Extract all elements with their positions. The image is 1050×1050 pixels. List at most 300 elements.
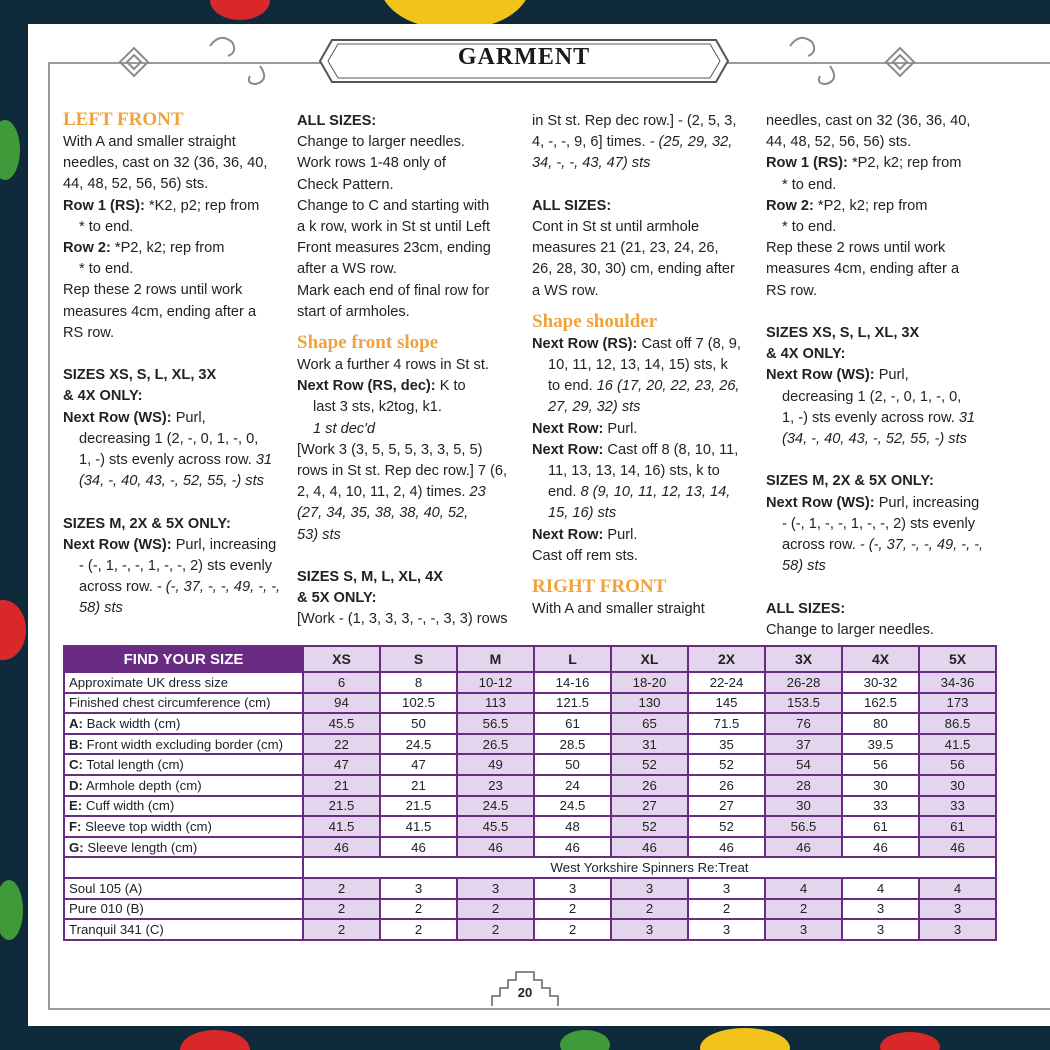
- yarn-quantity-cell: 2: [688, 899, 765, 920]
- stitch-count: 58) sts: [79, 600, 123, 617]
- measurement-cell: 22: [303, 734, 380, 755]
- text-column-2: [297, 111, 523, 631]
- measurement-cell: 145: [688, 693, 765, 714]
- measurement-cell: 46: [611, 837, 688, 858]
- text-line: * to end.: [782, 176, 837, 193]
- measurement-label: [64, 775, 303, 796]
- size-table-row: [64, 816, 996, 837]
- row-label: Next Row:: [532, 420, 604, 437]
- measurement-cell: 113: [457, 693, 534, 714]
- yarn-row: [64, 899, 996, 920]
- row-text: Cast off 7 (8, 9,: [637, 335, 741, 352]
- yarn-quantity-cell: 3: [534, 878, 611, 899]
- measurement-cell: 162.5: [842, 693, 919, 714]
- yarn-label: Soul 105 (A): [64, 878, 303, 899]
- yarn-quantity-cell: 3: [919, 899, 996, 920]
- measurement-cell: 46: [303, 837, 380, 858]
- text-line: decreasing 1 (2, -, 0, 1, -, 0,: [79, 430, 259, 447]
- row-text: K to: [435, 378, 466, 395]
- measurement-cell: 61: [919, 816, 996, 837]
- row-text: Purl,: [171, 409, 206, 426]
- measurement-cell: 23: [457, 775, 534, 796]
- measurement-cell: 52: [688, 816, 765, 837]
- row-text: Purl, increasing: [171, 536, 277, 553]
- text-span: across row.: [79, 579, 157, 596]
- text-column-4: [766, 111, 992, 641]
- yarn-quantity-cell: 3: [842, 919, 919, 940]
- text-line: [63, 577, 289, 598]
- size-heading: & 4X ONLY:: [766, 346, 846, 363]
- row-instruction: [766, 493, 992, 514]
- row-text: *P2, k2; rep from: [110, 240, 225, 257]
- text-line: 44, 48, 52, 56, 56) sts.: [63, 176, 209, 193]
- text-line: Change to larger needles.: [297, 134, 465, 151]
- row-label: Next Row (WS):: [766, 367, 875, 384]
- size-header-cell: 3X: [765, 646, 842, 672]
- text-line: 10, 11, 12, 13, 14, 15) sts, k: [548, 357, 728, 374]
- measurement-cell: 33: [919, 796, 996, 817]
- measurement-cell: 52: [688, 754, 765, 775]
- measurement-letter: G:: [69, 839, 84, 855]
- measurement-cell: 31: [611, 734, 688, 755]
- yarn-row: [64, 919, 996, 940]
- measurement-cell: 28.5: [534, 734, 611, 755]
- red-flower-shape: [0, 600, 26, 660]
- measurement-cell: 56.5: [457, 713, 534, 734]
- row-text: *K2, p2; rep from: [144, 197, 260, 214]
- measurement-name: Back width (cm): [82, 715, 181, 731]
- text-line: RS row.: [766, 282, 818, 299]
- size-header-cell: M: [457, 646, 534, 672]
- measurement-cell: 8: [380, 672, 457, 693]
- green-leaf-shape: [0, 880, 23, 940]
- text-line: [766, 535, 992, 556]
- row-instruction: [63, 196, 289, 217]
- stitch-count: 27, 29, 32) sts: [548, 399, 641, 416]
- row-instruction: [532, 334, 758, 355]
- stitch-count: - (-, 37, -, -, 49, -, -,: [156, 579, 281, 596]
- text-span: 4, -, -, 9, 6] times.: [532, 134, 650, 151]
- yarn-quantity-cell: 3: [842, 899, 919, 920]
- measurement-cell: 21: [303, 775, 380, 796]
- text-span: 2, 4, 4, 10, 11, 2, 4) times.: [297, 484, 470, 501]
- measurement-cell: 65: [611, 713, 688, 734]
- measurement-cell: 50: [534, 754, 611, 775]
- size-heading: SIZES XS, S, L, XL, 3X: [766, 325, 920, 342]
- measurement-cell: 47: [380, 754, 457, 775]
- text-line: Rep these 2 rows until work: [766, 240, 946, 257]
- yarn-label: Pure 010 (B): [64, 899, 303, 920]
- measurement-cell: 34-36: [919, 672, 996, 693]
- measurement-cell: 121.5: [534, 693, 611, 714]
- measurement-cell: 27: [611, 796, 688, 817]
- text-line: after a WS row.: [297, 261, 397, 278]
- yarn-quantity-cell: 3: [457, 878, 534, 899]
- size-table-row: [64, 713, 996, 734]
- measurement-cell: 56.5: [765, 816, 842, 837]
- row-instruction: [63, 408, 289, 429]
- measurement-label: [64, 713, 303, 734]
- section-heading-shape-shoulder: Shape shoulder: [532, 310, 658, 332]
- row-label: Row 1 (RS):: [63, 197, 145, 214]
- stitch-count: 16 (17, 20, 22, 23, 26,: [596, 378, 740, 395]
- measurement-letter: F:: [69, 818, 82, 834]
- measurement-cell: 80: [842, 713, 919, 734]
- text-line: Cont in St st until armhole: [532, 219, 700, 235]
- measurement-letter: C:: [69, 757, 83, 773]
- size-header-cell: XS: [303, 646, 380, 672]
- measurement-cell: 46: [842, 837, 919, 858]
- size-header-cell: XL: [611, 646, 688, 672]
- measurement-cell: 76: [765, 713, 842, 734]
- measurement-cell: 21.5: [303, 796, 380, 817]
- size-table-row: [64, 796, 996, 817]
- row-label: Next Row:: [532, 441, 604, 458]
- yarn-header-blank: [64, 857, 303, 878]
- row-text: Purl.: [603, 420, 638, 437]
- size-table-row: [64, 693, 996, 714]
- yarn-quantity-cell: 3: [688, 919, 765, 940]
- stitch-count: (34, -, 40, 43, -, 52, 55, -) sts: [782, 431, 967, 448]
- text-column-3: [532, 111, 758, 620]
- row-text: *P2, k2; rep from: [813, 197, 928, 214]
- size-table-row: [64, 837, 996, 858]
- text-line: measures 4cm, ending after a: [766, 261, 960, 278]
- row-instruction: [532, 440, 758, 461]
- measurement-label: [64, 734, 303, 755]
- text-line: - (-, 1, -, -, 1, -, -, 2) sts evenly: [79, 558, 272, 575]
- size-header-cell: L: [534, 646, 611, 672]
- measurement-cell: 46: [380, 837, 457, 858]
- row-instruction: [532, 525, 758, 546]
- measurement-cell: 27: [688, 796, 765, 817]
- measurement-name: Sleeve top width (cm): [81, 818, 212, 834]
- text-line: * to end.: [782, 219, 837, 236]
- measurement-cell: 18-20: [611, 672, 688, 693]
- stitch-count: 23: [469, 484, 486, 501]
- measurement-cell: 130: [611, 693, 688, 714]
- measurement-cell: 30: [765, 796, 842, 817]
- row-instruction: [766, 365, 992, 386]
- measurement-name: Armhole depth (cm): [82, 777, 202, 793]
- measurement-cell: 61: [842, 816, 919, 837]
- text-line: a WS row.: [532, 282, 599, 299]
- measurement-cell: 61: [534, 713, 611, 734]
- text-span: 1, -) sts evenly across row.: [79, 452, 256, 469]
- text-line: [532, 376, 758, 397]
- text-line: [532, 482, 758, 503]
- text-line: 11, 13, 13, 14, 16) sts, k to: [548, 463, 720, 480]
- measurement-name: Total length (cm): [82, 757, 184, 773]
- row-text: *P2, k2; rep from: [847, 155, 962, 172]
- yarn-label: Tranquil 341 (C): [64, 919, 303, 940]
- measurement-name: Finished chest circumference (cm): [69, 695, 271, 711]
- text-line: measures 21 (21, 23, 24, 26,: [532, 240, 719, 257]
- text-line: Change to C and starting with: [297, 197, 490, 214]
- text-line: Change to larger needles.: [766, 621, 934, 638]
- measurement-cell: 45.5: [303, 713, 380, 734]
- size-heading: ALL SIZES:: [297, 113, 377, 129]
- size-heading: SIZES M, 2X & 5X ONLY:: [766, 473, 934, 490]
- measurement-cell: 47: [303, 754, 380, 775]
- measurement-cell: 46: [765, 837, 842, 858]
- measurement-cell: 52: [611, 754, 688, 775]
- text-line: Check Pattern.: [297, 176, 394, 193]
- stitch-count: 34, -, -, 43, 47) sts: [532, 155, 651, 172]
- measurement-cell: 14-16: [534, 672, 611, 693]
- measurement-name: Approximate UK dress size: [69, 674, 229, 690]
- size-header-cell: 2X: [688, 646, 765, 672]
- row-text: Purl,: [874, 367, 909, 384]
- measurement-cell: 46: [919, 837, 996, 858]
- row-text: Purl, increasing: [874, 494, 980, 511]
- size-table-header-row: [64, 646, 996, 672]
- row-instruction: [297, 376, 523, 397]
- red-flower-shape: [880, 1032, 940, 1050]
- page-title: GARMENT: [457, 44, 591, 70]
- yarn-quantity-cell: 3: [765, 919, 842, 940]
- row-label: Next Row:: [532, 526, 604, 543]
- text-line: [Work 3 (3, 5, 5, 5, 3, 3, 5, 5): [297, 441, 483, 458]
- text-span: 1, -) sts evenly across row.: [782, 409, 959, 426]
- measurement-letter: B:: [69, 736, 83, 752]
- measurement-cell: 46: [534, 837, 611, 858]
- yarn-quantity-cell: 3: [380, 878, 457, 899]
- measurement-cell: 24.5: [534, 796, 611, 817]
- stitch-count: 53) sts: [297, 526, 341, 543]
- size-header-cell: 4X: [842, 646, 919, 672]
- yarn-quantity-cell: 4: [919, 878, 996, 899]
- measurement-letter: D:: [69, 777, 83, 793]
- stitch-count: 15, 16) sts: [548, 505, 617, 522]
- measurement-cell: 41.5: [919, 734, 996, 755]
- measurement-cell: 26: [611, 775, 688, 796]
- measurement-cell: 173: [919, 693, 996, 714]
- measurement-label: [64, 672, 303, 693]
- text-line: needles, cast on 32 (36, 36, 40,: [766, 113, 971, 129]
- size-heading: SIZES XS, S, L, XL, 3X: [63, 367, 217, 384]
- yarn-quantity-cell: 2: [765, 899, 842, 920]
- text-line: measures 4cm, ending after a: [63, 303, 257, 320]
- red-flower-shape: [180, 1030, 250, 1050]
- yarn-quantity-cell: 3: [611, 919, 688, 940]
- find-your-size-header: FIND YOUR SIZE: [64, 646, 303, 672]
- measurement-name: Cuff width (cm): [82, 798, 175, 814]
- stitch-count: 31: [958, 409, 976, 426]
- stitch-count: 1 st dec'd: [313, 420, 376, 437]
- yarn-quantity-cell: 2: [380, 899, 457, 920]
- text-line: rows in St st. Rep dec row.] 7 (6,: [297, 463, 508, 480]
- measurement-cell: 28: [765, 775, 842, 796]
- yarn-row: [64, 878, 996, 899]
- measurement-cell: 22-24: [688, 672, 765, 693]
- measurement-label: [64, 796, 303, 817]
- yarn-quantity-cell: 4: [842, 878, 919, 899]
- text-line: Mark each end of final row for: [297, 282, 490, 299]
- yarn-quantity-cell: 4: [765, 878, 842, 899]
- text-line: 44, 48, 52, 56, 56) sts.: [766, 134, 912, 151]
- measurement-cell: 10-12: [457, 672, 534, 693]
- yarn-quantity-cell: 3: [919, 919, 996, 940]
- yarn-quantity-cell: 2: [611, 899, 688, 920]
- measurement-cell: 50: [380, 713, 457, 734]
- measurement-cell: 26-28: [765, 672, 842, 693]
- measurement-cell: 46: [688, 837, 765, 858]
- measurement-letter: E:: [69, 798, 83, 814]
- text-line: [63, 450, 289, 471]
- green-leaf-shape: [0, 120, 20, 180]
- text-span: across row.: [782, 537, 860, 554]
- size-heading: ALL SIZES:: [766, 600, 846, 617]
- section-heading-front-slope: Shape front slope: [297, 332, 439, 354]
- measurement-cell: 94: [303, 693, 380, 714]
- size-heading: SIZES M, 2X & 5X ONLY:: [63, 515, 231, 532]
- measurement-name: Front width excluding border (cm): [82, 736, 284, 752]
- row-label: Next Row (RS):: [532, 335, 638, 352]
- measurement-cell: 41.5: [380, 816, 457, 837]
- yarn-brand-header: West Yorkshire Spinners Re:Treat: [303, 857, 996, 878]
- measurement-cell: 24.5: [380, 734, 457, 755]
- size-table-row: [64, 672, 996, 693]
- yarn-header-row: [64, 857, 996, 878]
- yellow-flower-shape: [700, 1028, 790, 1050]
- measurement-cell: 37: [765, 734, 842, 755]
- section-heading-left-front: LEFT FRONT: [63, 109, 184, 130]
- row-instruction: [766, 196, 992, 217]
- row-label: Next Row (RS, dec):: [297, 378, 436, 395]
- text-line: decreasing 1 (2, -, 0, 1, -, 0,: [782, 388, 962, 405]
- measurement-cell: 26.5: [457, 734, 534, 755]
- text-span: to end.: [548, 378, 597, 395]
- yarn-quantity-cell: 2: [457, 899, 534, 920]
- size-table-row: [64, 775, 996, 796]
- text-line: [Work - (1, 3, 3, 3, -, -, 3, 3) rows: [297, 611, 508, 628]
- measurement-cell: 39.5: [842, 734, 919, 755]
- red-flower-shape: [210, 0, 270, 20]
- text-line: Front measures 23cm, ending: [297, 240, 491, 257]
- yarn-quantity-cell: 2: [457, 919, 534, 940]
- measurement-cell: 102.5: [380, 693, 457, 714]
- text-line: RS row.: [63, 324, 115, 341]
- text-line: in St st. Rep dec row.] - (2, 5, 3,: [532, 113, 737, 129]
- yarn-quantity-cell: 3: [611, 878, 688, 899]
- page-number: 20: [517, 985, 533, 1000]
- yarn-quantity-cell: 2: [534, 919, 611, 940]
- text-line: With A and smaller straight: [532, 601, 705, 618]
- yarn-quantity-cell: 2: [303, 899, 380, 920]
- text-span: end.: [548, 484, 581, 501]
- measurement-cell: 49: [457, 754, 534, 775]
- text-column-1: [63, 108, 289, 620]
- text-line: [297, 482, 523, 503]
- measurement-cell: 30-32: [842, 672, 919, 693]
- row-instruction: [63, 238, 289, 259]
- text-line: * to end.: [79, 261, 134, 278]
- measurement-cell: 48: [534, 816, 611, 837]
- stitch-count: (27, 34, 35, 38, 38, 40, 52,: [297, 505, 469, 522]
- measurement-cell: 46: [457, 837, 534, 858]
- measurement-cell: 56: [842, 754, 919, 775]
- measurement-label: [64, 837, 303, 858]
- yarn-quantity-cell: 3: [688, 878, 765, 899]
- yarn-quantity-cell: 2: [303, 919, 380, 940]
- text-line: Cast off rem sts.: [532, 547, 638, 564]
- row-label: Next Row (WS):: [766, 494, 875, 511]
- green-leaf-shape: [560, 1030, 610, 1050]
- row-instruction: [63, 535, 289, 556]
- row-label: Row 1 (RS):: [766, 155, 848, 172]
- measurement-cell: 21.5: [380, 796, 457, 817]
- size-heading: & 5X ONLY:: [297, 590, 377, 607]
- measurement-cell: 24: [534, 775, 611, 796]
- size-header-cell: S: [380, 646, 457, 672]
- measurement-cell: 24.5: [457, 796, 534, 817]
- text-line: needles, cast on 32 (36, 36, 40,: [63, 155, 268, 172]
- measurement-cell: 86.5: [919, 713, 996, 734]
- size-table-row: [64, 754, 996, 775]
- row-instruction: [532, 419, 758, 440]
- stitch-count: 8 (9, 10, 11, 12, 13, 14,: [580, 484, 731, 501]
- row-label: Row 2:: [63, 240, 111, 257]
- text-line: a k row, work in St st until Left: [297, 219, 491, 236]
- stitch-count: 58) sts: [782, 558, 826, 575]
- measurement-cell: 35: [688, 734, 765, 755]
- row-text: Cast off 8 (8, 10, 11,: [603, 441, 739, 458]
- stitch-count: 31: [255, 452, 273, 469]
- measurement-label: [64, 693, 303, 714]
- text-line: [532, 132, 758, 153]
- measurement-cell: 71.5: [688, 713, 765, 734]
- measurement-label: [64, 816, 303, 837]
- text-line: last 3 sts, k2tog, k1.: [313, 399, 442, 416]
- text-line: 26, 28, 30, 30) cm, ending after: [532, 261, 735, 278]
- text-line: [766, 408, 992, 429]
- measurement-cell: 41.5: [303, 816, 380, 837]
- text-line: start of armholes.: [297, 303, 410, 320]
- stitch-count: - (25, 29, 32,: [649, 134, 733, 151]
- measurement-cell: 56: [919, 754, 996, 775]
- row-label: Next Row (WS):: [63, 409, 172, 426]
- row-text: Purl.: [603, 526, 638, 543]
- measurement-cell: 21: [380, 775, 457, 796]
- text-line: Rep these 2 rows until work: [63, 282, 243, 299]
- measurement-cell: 52: [611, 816, 688, 837]
- measurement-letter: A:: [69, 715, 83, 731]
- measurement-name: Sleeve length (cm): [83, 839, 198, 855]
- size-heading: SIZES S, M, L, XL, 4X: [297, 569, 443, 586]
- yarn-quantity-cell: 2: [303, 878, 380, 899]
- size-table-row: [64, 734, 996, 755]
- measurement-cell: 45.5: [457, 816, 534, 837]
- measurement-cell: 153.5: [765, 693, 842, 714]
- measurement-cell: 6: [303, 672, 380, 693]
- size-heading: & 4X ONLY:: [63, 388, 143, 405]
- text-line: Work a further 4 rows in St st.: [297, 357, 489, 374]
- text-line: * to end.: [79, 218, 134, 235]
- section-heading-right-front: RIGHT FRONT: [532, 576, 667, 598]
- stitch-count: (34, -, 40, 43, -, 52, 55, -) sts: [79, 473, 264, 490]
- row-label: Row 2:: [766, 197, 814, 214]
- size-table: [63, 645, 997, 941]
- row-instruction: [766, 153, 992, 174]
- text-line: Work rows 1-48 only of: [297, 155, 446, 172]
- yarn-quantity-cell: 2: [534, 899, 611, 920]
- measurement-label: [64, 754, 303, 775]
- size-heading: ALL SIZES:: [532, 197, 612, 214]
- stitch-count: - (-, 37, -, -, 49, -, -,: [859, 537, 984, 554]
- measurement-cell: 30: [919, 775, 996, 796]
- measurement-cell: 33: [842, 796, 919, 817]
